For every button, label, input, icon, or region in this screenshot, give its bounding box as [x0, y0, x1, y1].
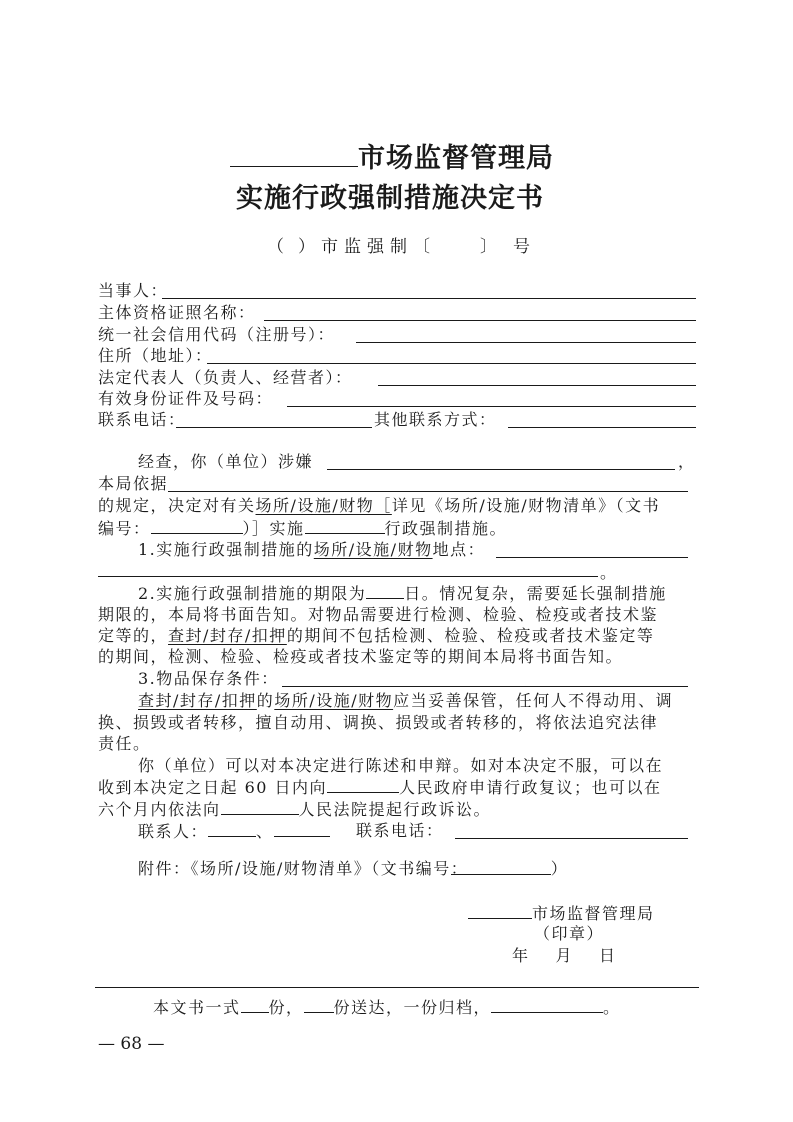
doc-number-close-paren: ） [298, 237, 321, 257]
p1-basis-input[interactable] [168, 491, 688, 492]
contact-phone-input[interactable] [455, 838, 688, 839]
field-id-doc-label: 有效身份证件及号码： [98, 389, 274, 408]
copies-text-a: 本文书一式 [153, 998, 241, 1017]
p3-line2: 换、损毁或者转移，擅自动用、调换、损毁或者转移的，将依法追究法律 [98, 713, 659, 732]
p4-line1: 你（单位）可以对本决定进行陈述和申辩。如对本决定不服，可以在 [138, 756, 664, 775]
signature-agency-input[interactable] [468, 902, 532, 919]
p1-decision-line [98, 495, 660, 517]
p1-basis-label: 本局依据 [98, 474, 169, 493]
attachment-close: ） [550, 859, 569, 878]
signature-date [512, 945, 617, 967]
p4-l3-b: 人民法院提起行政诉讼。 [298, 800, 492, 819]
p1-docnum-label: 编号： [98, 519, 151, 538]
p4-l2-a: 收到本决定之日起 60 日内向 [98, 778, 328, 797]
p3-measure: 查封/封存/扣押 [138, 691, 257, 710]
attachment-colon: ： [450, 859, 469, 878]
copies-served-input[interactable] [304, 996, 334, 1013]
item1-end: 。 [600, 563, 618, 582]
p1-docnum-line [98, 517, 507, 540]
field-phone-label: 联系电话： [98, 410, 186, 429]
copies-other-input[interactable] [491, 996, 603, 1013]
contact-person-1-input[interactable] [208, 820, 256, 837]
document-title: 实施行政强制措施决定书 [236, 183, 544, 214]
item2-l3-measure: 查封/封存/扣押 [168, 626, 287, 645]
date-month: 月 [555, 946, 574, 965]
field-legal-rep-input[interactable] [378, 385, 696, 386]
item2-line4: 的期间，检测、检验、检疫或者技术鉴定等的期间本局将书面告知。 [98, 647, 624, 666]
contact-phone-label: 联系电话： [356, 821, 444, 840]
footer-copies-line [153, 996, 621, 1019]
contact-person-2-input[interactable] [274, 820, 330, 837]
doc-number-middle: 市监强制〔 [321, 237, 436, 257]
field-party-label: 当事人： [98, 281, 169, 300]
footer-divider [95, 987, 699, 988]
p4-line2 [98, 776, 662, 799]
p1-property-type: 场所/设施/财物［ [255, 496, 392, 515]
field-address-input[interactable] [207, 363, 696, 364]
item3-label: 3.物品保存条件： [138, 669, 279, 688]
copies-text-b: 份， [268, 998, 304, 1017]
attachment-docnum-input[interactable] [450, 858, 551, 878]
p1-measure-type-input[interactable] [305, 517, 385, 534]
field-address-label: 住所（地址）： [98, 346, 213, 365]
attachment-text: 附件：《场所/设施/财物清单》（文书编号 [138, 859, 451, 878]
title-line-1 [230, 136, 554, 175]
p1-implement: ）］实施 [242, 519, 305, 538]
item2-line1 [138, 582, 667, 605]
field-other-contact-label: 其他联系方式： [374, 410, 497, 429]
item2-days-input[interactable] [366, 582, 404, 599]
item1-line [138, 539, 485, 561]
item2-l3-a: 定等的， [98, 626, 169, 645]
p1-see-list: 详见《场所/设施/财物清单》（文书 [391, 496, 661, 515]
copies-end: 。 [603, 998, 621, 1017]
p4-government-input[interactable] [327, 776, 399, 793]
p1-decision-text: 的规定，决定对有关 [98, 496, 256, 515]
item1-text: 1.实施行政强制措施的 [138, 540, 314, 559]
field-id-doc-input[interactable] [287, 406, 696, 407]
p3-line1 [138, 690, 673, 712]
field-phone-input[interactable] [176, 427, 372, 428]
p4-l2-b: 人民政府申请行政复议；也可以在 [399, 778, 662, 797]
item2-text-b: 日。情况复杂，需要延长强制措施 [404, 584, 667, 603]
page-number: — 68 — [98, 1034, 165, 1054]
p3-property-type: 场所/设施/财物 [274, 691, 394, 710]
p1-suspected-label: 经查，你（单位）涉嫌 [138, 452, 314, 471]
copies-text-c: 份送达，一份归档， [333, 998, 492, 1017]
item2-line3 [98, 625, 654, 647]
p3-text: 应当妥善保管，任何人不得动用、调 [393, 691, 674, 710]
title-agency-suffix: 市场监督管理局 [358, 143, 554, 174]
signature-seal: （印章） [534, 924, 605, 943]
document-number [267, 232, 536, 257]
p1-comma: ， [678, 452, 696, 471]
p4-court-input[interactable] [221, 798, 299, 815]
item2-line2: 期限的，本局将书面告知。对物品需要进行检测、检验、检疫或者技术鉴 [98, 605, 659, 624]
doc-number-close-bracket: 〕 [480, 237, 503, 257]
date-day: 日 [599, 946, 617, 965]
signature-agency [468, 902, 655, 925]
p1-suspected-input[interactable] [327, 469, 675, 470]
p3-line3: 责任。 [98, 734, 151, 753]
contact-line [138, 820, 330, 843]
item2-l3-b: 的期间不包括检测、检验、检疫或者技术鉴定等 [286, 626, 655, 645]
p4-l3-a: 六个月内依法向 [98, 800, 221, 819]
field-credit-code-input[interactable] [356, 342, 696, 343]
agency-name-blank[interactable] [230, 142, 358, 167]
copies-total-input[interactable] [241, 996, 269, 1013]
doc-number-open-paren: （ [267, 237, 290, 257]
item3-storage-input[interactable] [282, 686, 688, 687]
contact-person-label: 联系人： [138, 822, 209, 841]
item1-location-input-cont[interactable] [98, 576, 598, 577]
field-license-label: 主体资格证照名称： [98, 303, 256, 322]
p1-docnum-input[interactable] [151, 517, 243, 534]
attachment-line [138, 858, 568, 880]
field-credit-code-label: 统一社会信用代码（注册号）： [98, 325, 336, 344]
item2-text-a: 2.实施行政强制措施的期限为 [138, 584, 367, 603]
doc-number-suffix: 号 [513, 237, 536, 257]
p3-of: 的 [256, 691, 275, 710]
contact-separator: 、 [256, 822, 274, 841]
field-license-input[interactable] [264, 320, 696, 321]
field-other-contact-input[interactable] [508, 427, 696, 428]
field-party-input[interactable] [162, 298, 696, 299]
item1-location-input[interactable] [496, 557, 688, 558]
p1-measure-end: 行政强制措施。 [384, 519, 508, 538]
signature-agency-suffix: 市场监督管理局 [532, 904, 655, 923]
p4-line3 [98, 798, 491, 821]
date-year: 年 [512, 946, 530, 965]
item1-property-type: 场所/设施/财物 [313, 540, 433, 559]
field-legal-rep-label: 法定代表人（负责人、经营者）： [98, 368, 353, 387]
item1-location-label: 地点： [432, 540, 486, 559]
